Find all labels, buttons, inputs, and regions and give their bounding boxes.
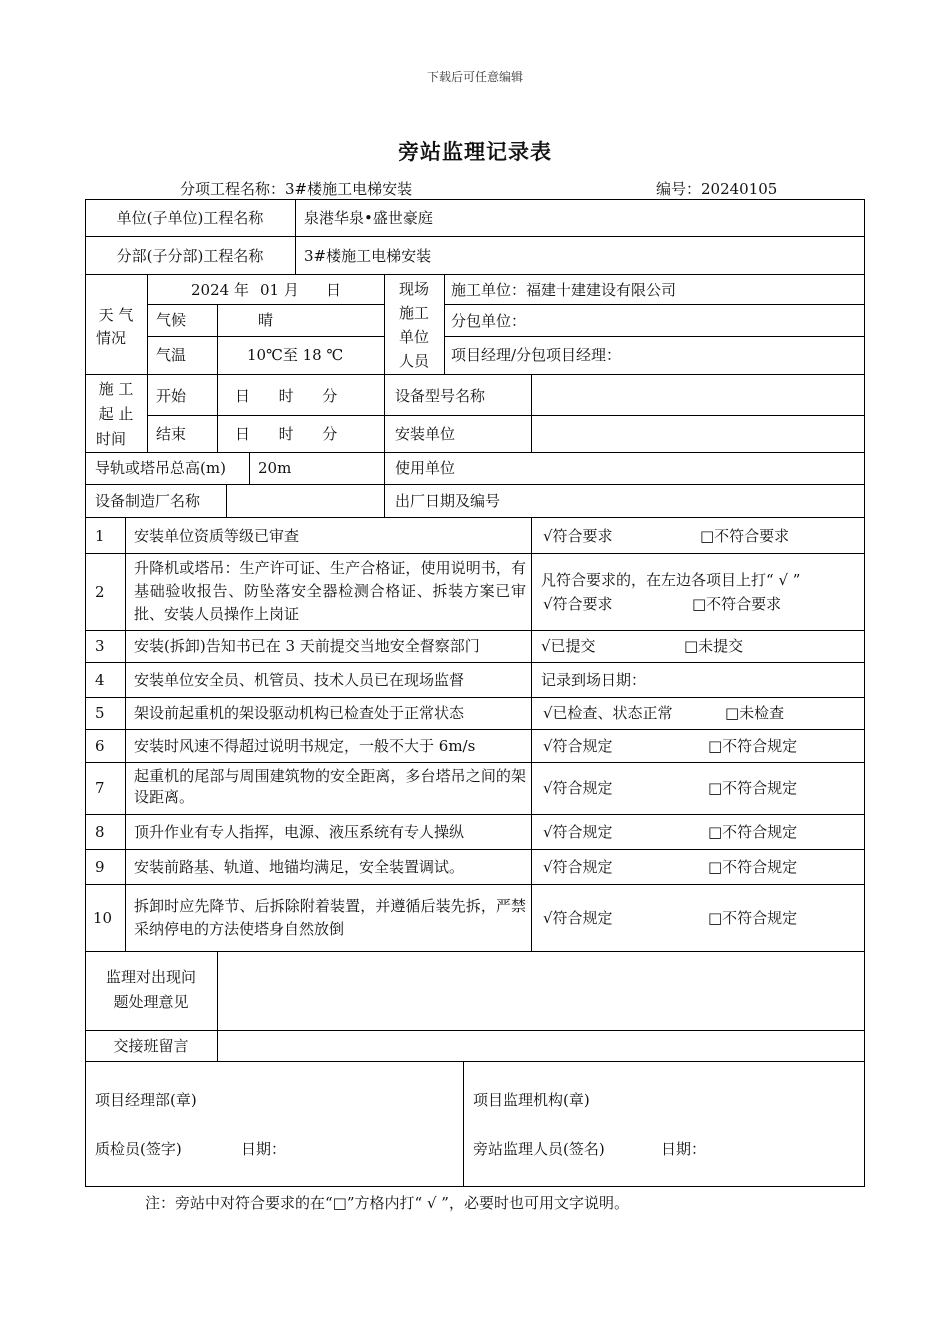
climate-value: 晴: [258, 311, 274, 329]
check-result-2: √符合要求: [543, 595, 613, 613]
opinion-label-1: 监理对出现问: [105, 968, 196, 986]
supervisor-signature: 旁站监理人员(签名): [473, 1140, 605, 1158]
check-result-3: √已提交: [541, 637, 596, 655]
date-1: 日期：: [241, 1140, 287, 1158]
check-alt-10: □不符合规定: [708, 909, 798, 927]
page-title: 旁站监理记录表: [398, 139, 552, 164]
project-manager: 项目经理/分包项目经理：: [451, 346, 622, 364]
pm-dept-stamp: 项目经理部(章): [95, 1091, 197, 1109]
check-item-5: 架设前起重机的架设驱动机构已检查处于正常状态: [134, 704, 465, 722]
check-instruction-2: 凡符合要求的，在左边各项目上打“ √ ”: [541, 571, 801, 589]
subunit-label: 分部(子分部)工程名称: [116, 247, 264, 265]
height-value: 20m: [258, 459, 292, 477]
start-label: 开始: [156, 387, 187, 405]
time-label-1: 施 工: [98, 380, 134, 398]
climate-label: 气候: [156, 311, 187, 329]
check-alt-8: □不符合规定: [708, 823, 798, 841]
site-label-3: 单位: [398, 328, 429, 346]
install-unit-label: 安装单位: [395, 425, 456, 443]
check-result-8: √符合规定: [543, 823, 613, 841]
weather-label-1: 天 气: [98, 306, 134, 324]
check-no-6: 6: [95, 737, 105, 755]
check-alt-6: □不符合规定: [708, 737, 798, 755]
check-result-10: √符合规定: [543, 909, 613, 927]
subunit-value: 3#楼施工电梯安装: [304, 247, 432, 265]
temp-label: 气温: [156, 346, 187, 364]
check-no-7: 7: [95, 779, 105, 797]
date-month: 01 月: [260, 281, 299, 299]
opinion-label-2: 题处理意见: [113, 993, 189, 1011]
site-label-1: 现场: [398, 280, 429, 298]
check-alt-7: □不符合规定: [708, 779, 798, 797]
handover-label: 交接班留言: [113, 1037, 189, 1055]
record-number: 编号：20240105: [656, 180, 778, 198]
weather-label-2: 情况: [95, 329, 126, 347]
use-unit-label: 使用单位: [395, 459, 456, 477]
check-item-6: 安装时风速不得超过说明书规定，一般不大于 6m/s: [134, 737, 476, 755]
check-alt-1: □不符合要求: [700, 527, 790, 545]
check-result-6: √符合规定: [543, 737, 613, 755]
check-item-4: 安装单位安全员、机管员、技术人员已在现场监督: [134, 671, 465, 689]
check-no-2: 2: [95, 583, 105, 601]
check-result-7: √符合规定: [543, 779, 613, 797]
date-year: 2024 年: [191, 281, 249, 299]
check-item-8: 顶升作业有专人指挥，电源、液压系统有专人操纵: [134, 823, 465, 841]
project-name: 分项工程名称：3#楼施工电梯安装: [180, 180, 413, 198]
start-value: 日 时 分: [235, 387, 338, 405]
check-alt-3: □未提交: [684, 637, 744, 655]
check-no-4: 4: [95, 671, 105, 689]
device-model-label: 设备型号名称: [395, 387, 486, 405]
unit-label: 单位(子单位)工程名称: [116, 209, 264, 227]
check-result-1: √符合要求: [543, 527, 613, 545]
footer-note: 注：旁站中对符合要求的在“□”方格内打“ √ ”，必要时也可用文字说明。: [145, 1194, 629, 1212]
check-item-2: 升降机或塔吊：生产许可证、生产合格证，使用说明书，有基础验收报告、防坠落安全器检测合格证、拆装方案已审批、安装人员操作上岗证: [134, 559, 526, 623]
date-day: 日: [326, 281, 342, 299]
check-no-3: 3: [95, 637, 105, 655]
check-item-3: 安装(拆卸)告知书已在 3 天前提交当地安全督察部门: [134, 637, 480, 655]
check-no-8: 8: [95, 823, 105, 841]
height-label: 导轨或塔吊总高(m): [95, 459, 226, 477]
manufacturer-label: 设备制造厂名称: [95, 492, 201, 510]
end-label: 结束: [156, 425, 187, 443]
inspector-signature: 质检员(签字): [95, 1140, 182, 1158]
check-no-10: 10: [93, 909, 113, 927]
check-alt-5: □未检查: [725, 704, 785, 722]
check-result-4: 记录到场日期：: [541, 671, 647, 689]
check-no-5: 5: [95, 704, 105, 722]
site-label-2: 施工: [398, 304, 429, 322]
check-alt-9: □不符合规定: [708, 858, 798, 876]
check-alt-2: □不符合要求: [692, 595, 782, 613]
time-label-3: 时间: [95, 430, 126, 448]
date-2: 日期：: [661, 1140, 707, 1158]
check-no-9: 9: [95, 858, 105, 876]
check-item-10: 拆卸时应先降节、后拆除附着装置，并遵循后装先拆，严禁采纳停电的方法使塔身自然放倒: [134, 897, 526, 938]
contractor: 施工单位：福建十建建设有限公司: [451, 281, 677, 299]
check-item-7: 起重机的尾部与周围建筑物的安全距离，多台塔吊之间的架设距离。: [134, 767, 526, 806]
temp-value: 10℃至 18 ℃: [247, 346, 344, 364]
supervision-org-stamp: 项目监理机构(章): [473, 1091, 590, 1109]
end-value: 日 时 分: [235, 425, 338, 443]
site-label-4: 人员: [398, 352, 429, 370]
time-label-2: 起 止: [98, 405, 134, 423]
subcontractor: 分包单位：: [451, 312, 527, 330]
check-item-9: 安装前路基、轨道、地锚均满足，安全装置调试。: [134, 858, 465, 876]
check-item-1: 安装单位资质等级已审查: [134, 527, 300, 545]
check-result-5: √已检查、状态正常: [543, 704, 673, 722]
download-note: 下载后可任意编辑: [426, 70, 523, 84]
check-no-1: 1: [95, 527, 105, 545]
factory-date-label: 出厂日期及编号: [395, 492, 501, 510]
unit-value: 泉港华泉•盛世豪庭: [304, 209, 433, 227]
check-result-9: √符合规定: [543, 858, 613, 876]
